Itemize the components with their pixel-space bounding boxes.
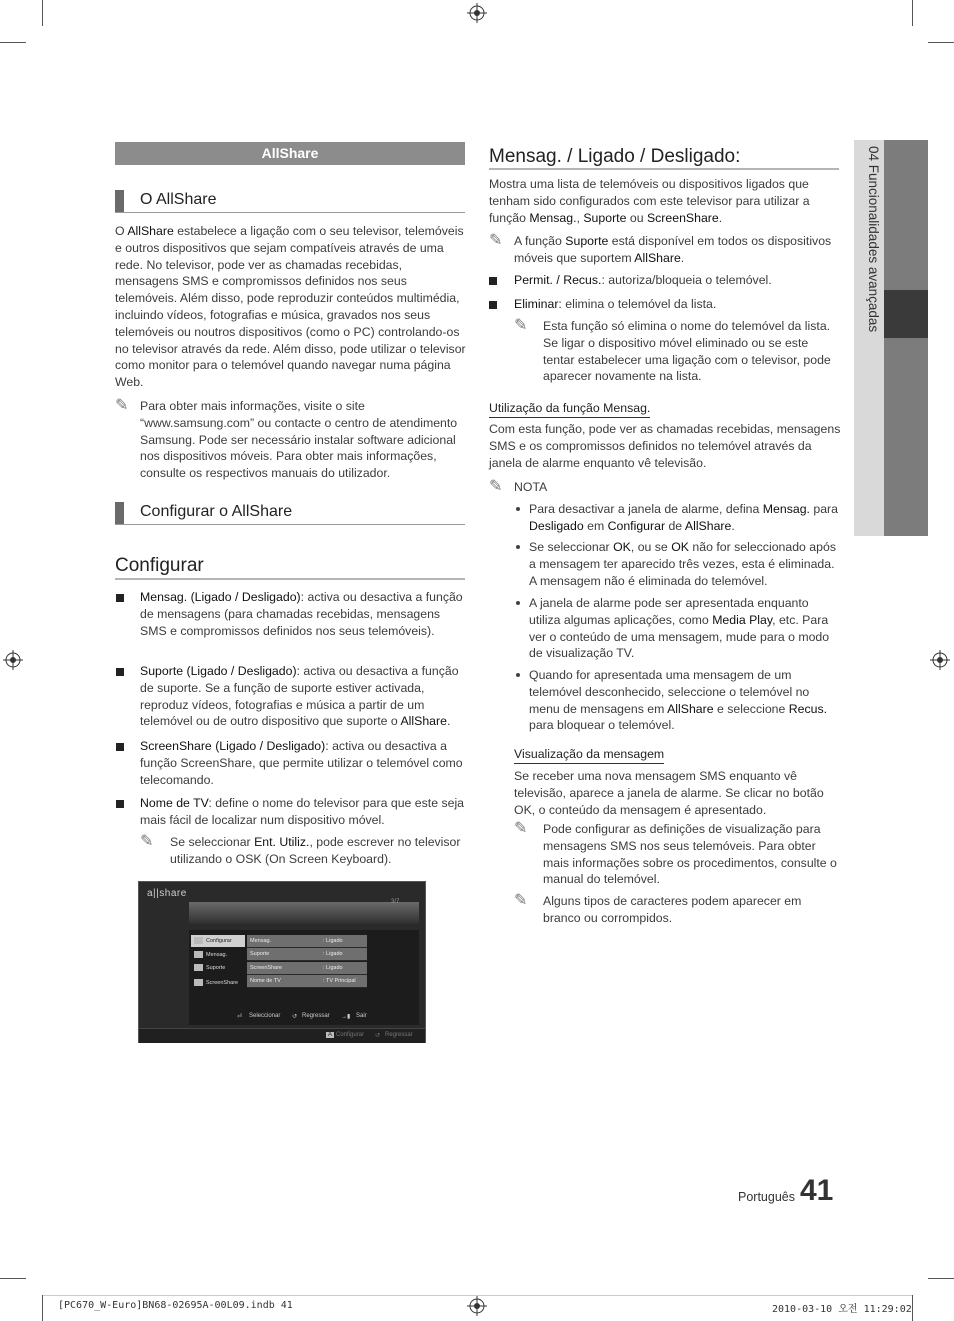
heading-visualizacao: Visualização da mensagem [514, 746, 664, 764]
bullet-icon [116, 668, 124, 676]
allshare-logo: a||share [147, 888, 187, 899]
bullet-eliminar: Eliminar: elimina o telemóvel da lista. [514, 297, 717, 311]
bullet-icon [116, 594, 124, 602]
note-ent-utiliz: Se seleccionar Ent. Utiliz., pode escrever no televisor utilizando o OSK (On Screen Keyboard). [170, 835, 461, 866]
bullet-icon [489, 277, 497, 285]
screen-icon [194, 979, 203, 986]
bullet-nome-tv: Nome de TV: define o nome do televisor para que este seja mais fácil de localizar num dispositivo móvel. [140, 796, 465, 827]
hint-exit-icon: →▮ [341, 1014, 351, 1020]
page-indicator: 3/7 [391, 899, 400, 905]
subheading-configurar-allshare: Configurar o AllShare [115, 502, 465, 525]
nota-label: NOTA [514, 480, 548, 494]
screen-menu-mensag: Mensag. [191, 949, 245, 961]
mensag-paragraph: Mostra uma lista de telemóveis ou dispositivos ligados que tenham sido configurados com este televisor para utilizar a função Mensag., Suporte ou ScreenShare. [489, 177, 810, 225]
section-title-bar: AllShare [115, 142, 465, 165]
registration-mark-icon [467, 3, 487, 23]
nota-item-4: Quando for apresentada uma mensagem de um telemóvel desconhecido, seleccione o telemóvel no menu de mensagens em AllShare e seleccione Recus. para bloquear o telemóvel. [529, 668, 828, 733]
chapter-tab-label: 04 Funcionalidades avançadas [866, 146, 881, 333]
gear-icon [194, 937, 203, 944]
bullet-icon [116, 743, 124, 751]
hint-return-icon: ↺ [292, 1014, 298, 1020]
hint-regressar: Regressar [302, 1013, 330, 1019]
screen-menu-configurar: Configurar [191, 935, 245, 947]
screen-row: Mensag. : Ligado [247, 935, 367, 948]
bullet-dot-icon [516, 545, 520, 549]
bullet-dot-icon [516, 601, 520, 605]
note-suporte: A função Suporte está disponível em todos os dispositivos móveis que suportem AllShare. [514, 234, 832, 265]
screen-menu-suporte: Suporte [191, 962, 245, 974]
note-pencil-icon: ✎ [115, 397, 129, 414]
subheading-o-allshare: O AllShare [115, 190, 465, 213]
heading-configurar: Configurar [115, 555, 204, 576]
screen-row: Nome de TV : TV Principal [247, 975, 367, 988]
print-slug-file: [PC670_W-Euro]BN68-02695A-00L09.indb 41 [58, 1300, 293, 1311]
print-slug-date: 2010-03-10 오전 11:29:02 [772, 1304, 912, 1315]
bullet-mensag: Mensag. (Ligado / Desligado): activa ou desactiva a função de mensagens (para chamadas recebidas, mensagens SMS e compromissos definidos nos seus telemóveis). [140, 590, 463, 638]
screen-row: ScreenShare : Ligado [247, 962, 367, 975]
note-pencil-icon: ✎ [140, 833, 154, 850]
note-pencil-icon: ✎ [514, 317, 528, 334]
note-pencil-icon: ✎ [489, 232, 503, 249]
bullet-icon [489, 301, 497, 309]
hint-enter-icon: ⏎ [237, 1014, 243, 1020]
registration-mark-icon [930, 650, 950, 670]
heading-utilizacao: Utilização da função Mensag. [489, 400, 650, 418]
nota-item-1: Para desactivar a janela de alarme, defina Mensag. para Desligado em Configurar de AllShare. [529, 502, 838, 533]
note-visualizacao: Pode configurar as definições de visualização para mensagens SMS nos seus telemóveis. Para obter mais informações sobre os procedimentos, consulte o manual do telemóvel. [543, 822, 837, 887]
hint-seleccionar: Seleccionar [249, 1013, 281, 1019]
allshare-screen-image [138, 881, 426, 1043]
heading-mensag-ligado: Mensag. / Ligado / Desligado: [489, 146, 741, 167]
footer-a-button-icon: A [328, 1032, 333, 1038]
screen-menu-screenshare: ScreenShare [191, 977, 245, 989]
note-pencil-icon: ✎ [489, 478, 503, 495]
bullet-permit: Permit. / Recus.: autoriza/bloqueia o telemóvel. [514, 273, 772, 287]
registration-mark-icon [3, 650, 23, 670]
footer-configurar: Configurar [336, 1032, 365, 1038]
note-caracteres: Alguns tipos de caracteres podem aparecer em branco ou corrompidos. [543, 894, 802, 925]
page-language: Português [738, 1190, 795, 1204]
bullet-dot-icon [516, 507, 520, 511]
bullet-screenshare: ScreenShare (Ligado / Desligado): activa ou desactiva a função ScreenShare, que permite utilizar o telemóvel como telecomando. [140, 739, 463, 787]
bullet-icon [116, 800, 124, 808]
intro-paragraph: O AllShare estabelece a ligação com o seu televisor, telemóveis e outros dispositivos que sejam compatíveis através de uma rede. No televisor, pode ver as chamadas recebidas, mensagens SMS e compromissos definidos nos seus telemóveis. Além disso, pode reproduzir conteúdos multimédia, incluindo vídeos, fotografias e música, gravados nos seus telemóveis ou noutros dispositivos (como o PC) controlando-os no televisor através da rede. Além disso, pode utilizar o televisor como monitor para o telemóvel quando navegar numa página Web. [115, 224, 466, 390]
footer-regressar: Regressar [385, 1032, 413, 1038]
bullet-dot-icon [516, 673, 520, 677]
page-number: 41 [800, 1174, 834, 1207]
bullet-suporte: Suporte (Ligado / Desligado): activa ou desactiva a função de suporte. Se a função de suporte estiver activada, reproduz vídeos, fotografias e música a partir de um telemóvel ou de outro dispositivo que suporte o AllShare. [140, 664, 459, 729]
footer-return-icon: ↺ [375, 1033, 381, 1039]
nota-item-3: A janela de alarme pode ser apresentada enquanto utiliza algumas aplicações, como Media Play, etc. Para ver o conteúdo de uma mensagem, mude para o modo de visualização TV. [529, 596, 830, 661]
note-pencil-icon: ✎ [514, 892, 528, 909]
screen-row: Suporte : Ligado [247, 948, 367, 961]
note-more-info: Para obter mais informações, visite o site “www.samsung.com” ou contacte o centro de atendimento Samsung. Pode ser necessário instalar software adicional nos dispositivos móveis. Para obter mais informações, consulte os respectivos manuais do utilizador. [140, 399, 458, 481]
media-icon [194, 964, 203, 971]
message-icon [194, 951, 203, 958]
registration-mark-icon [467, 1296, 487, 1316]
note-eliminar: Esta função só elimina o nome do telemóvel da lista. Se ligar o dispositivo móvel eliminado ou se este tentar estabelecer uma ligação com o televisor, pode aparecer novamente na lista. [543, 319, 831, 384]
nota-item-2: Se seleccionar OK, ou se OK não for seleccionado após a mensagem ter aparecido três vezes, esta é eliminada. A mensagem não é eliminada do telemóvel. [529, 540, 836, 588]
visualizacao-paragraph: Se receber uma nova mensagem SMS enquanto vê televisão, aparece a janela de alarme. Se clicar no botão OK, o conteúdo da mensagem é apresentado. [514, 769, 824, 817]
utilizacao-paragraph: Com esta função, pode ver as chamadas recebidas, mensagens SMS e os compromissos definidos no telemóvel através da janela de alarme enquanto vê televisão. [489, 422, 841, 470]
hint-sair: Sair [356, 1013, 367, 1019]
note-pencil-icon: ✎ [514, 820, 528, 837]
